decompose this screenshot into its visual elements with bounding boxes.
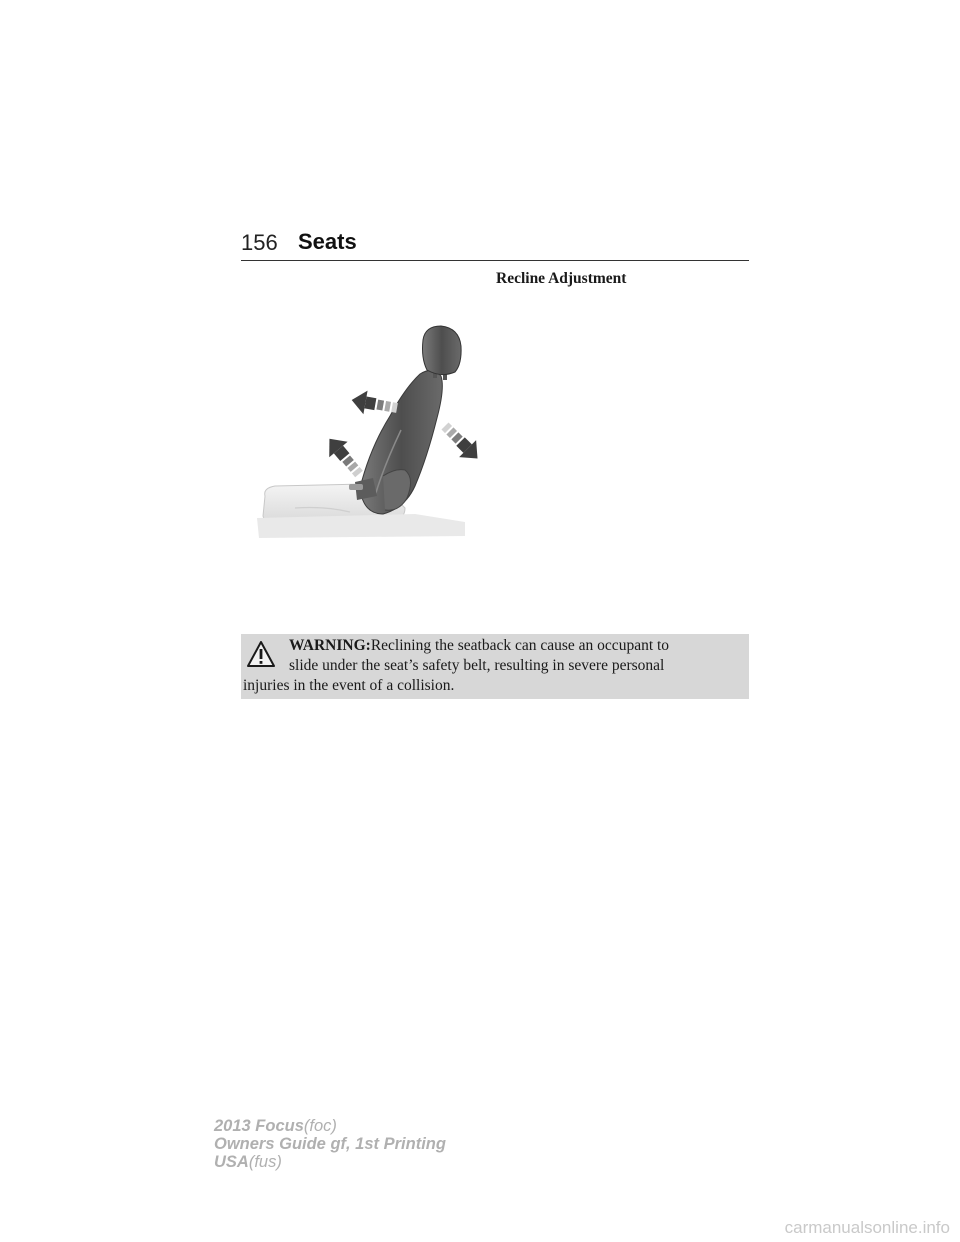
seat-recline-icon [255,318,490,543]
watermark: carmanualsonline.info [784,1218,950,1237]
section-title: Seats [298,229,357,254]
warning-line-3: injuries in the event of a collision. [243,677,455,694]
footer-edition-info [214,1117,446,1171]
recline-lever [349,484,363,490]
footer-guide: Owners Guide gf, 1st Printing [214,1135,446,1153]
header-rule [241,260,749,261]
subheading-recline-adjustment: Recline Adjustment [496,270,627,287]
recline-backward-arrow [437,418,486,467]
warning-label: WARNING: [289,637,371,654]
footer-model-code: (foc) [303,1117,337,1135]
footer-market: USA [214,1153,249,1171]
footer-market-code: (fus) [248,1153,282,1171]
seatback [355,370,442,514]
lever-lift-arrow [320,431,368,482]
warning-line-2: slide under the seat’s safety belt, resulting in severe personal [289,657,665,674]
warning-line-1: Reclining the seatback can cause an occupant to [370,637,670,654]
footer-model: 2013 Focus [214,1117,304,1135]
page-number: 156 [241,230,278,255]
warning-text [241,636,741,696]
